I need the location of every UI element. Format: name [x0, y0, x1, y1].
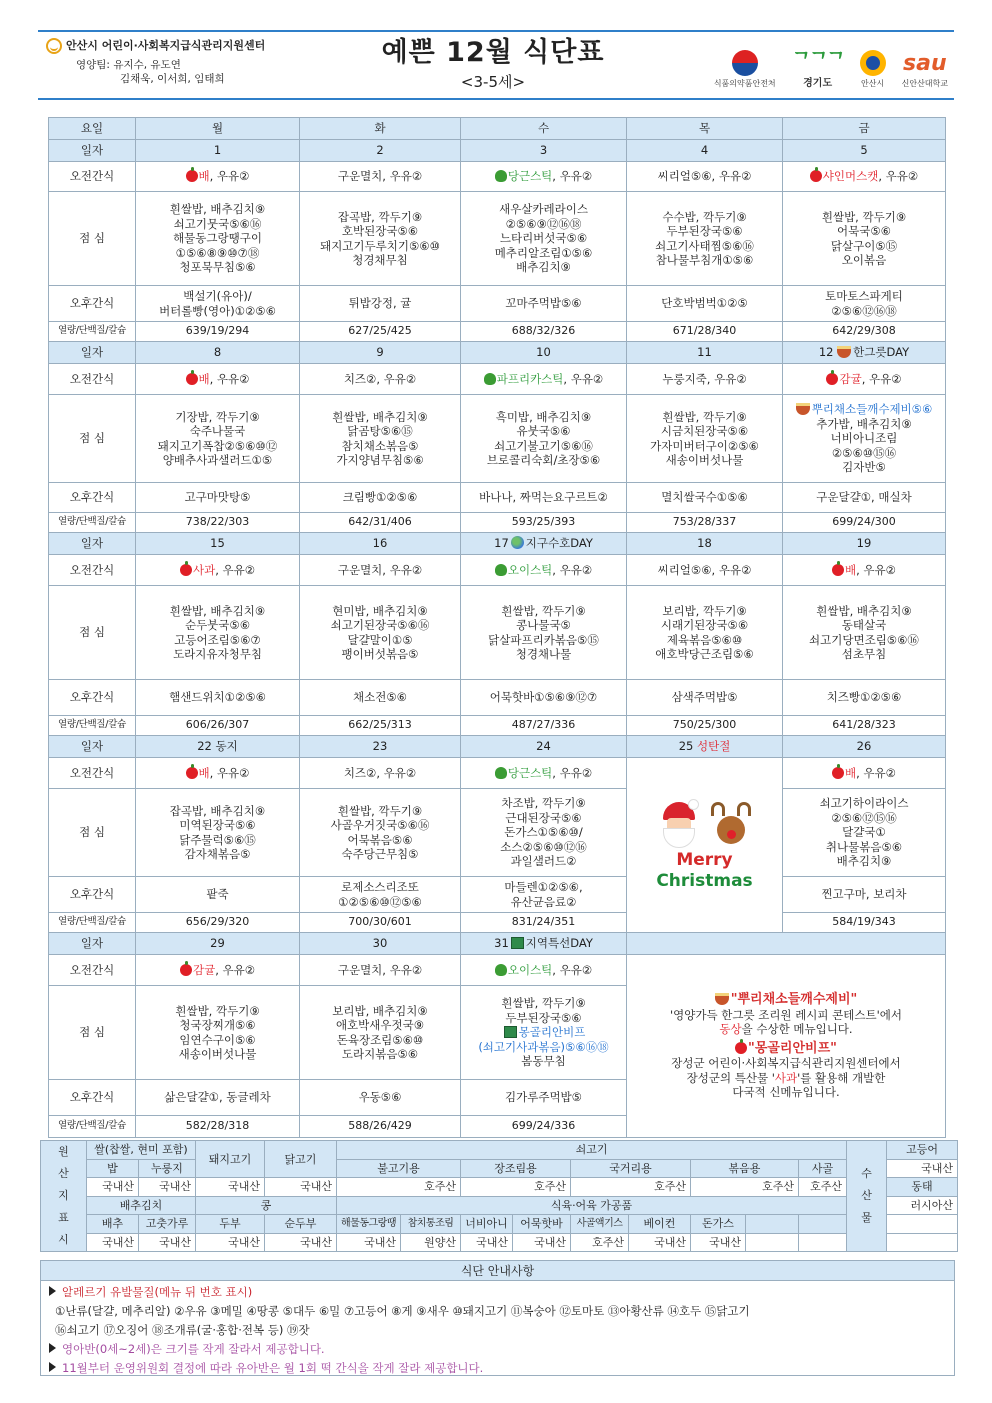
bowl-icon — [715, 993, 729, 1005]
pm-snack-cell: 어묵핫바①⑤⑥⑨⑫⑦ — [461, 680, 627, 716]
page-subtitle: <3-5세> — [460, 73, 526, 91]
am-snack-highlight: 당근스틱 — [507, 169, 553, 184]
pm-snack-cell: 백설기(유아)/ 버터롤빵(영아)①②⑤⑥ — [136, 286, 300, 322]
date-cell: 9 — [300, 342, 461, 364]
am-snack-cell: 오이스틱, 우유② — [461, 555, 627, 586]
energy-cell: 642/29/308 — [783, 322, 946, 342]
broccoli-icon — [484, 373, 496, 385]
arrow-icon — [49, 1362, 56, 1372]
energy-cell: 584/19/343 — [783, 913, 946, 933]
pm-snack-cell: 토마토스파게티 ②⑤⑥⑫⑯⑱ — [783, 286, 946, 322]
lunch-cell: 보리밥, 깍두기⑨ 시래기된장국⑤⑥ 제육볶음⑤⑥⑩ 애호박당근조림⑤⑥ — [627, 586, 783, 680]
date-cell: 5 — [783, 140, 946, 162]
apple-icon — [180, 564, 192, 576]
am-snack-row-week-5: 오전간식 감귤, 우유② 구운멸치, 우유② 오이스틱, 우유② "뿌리채소들깨수제비" '영양가득 한그릇 조리원 레시피 콘테스트'에서 동상을 수상한 메뉴입니다. "몽골리안비프" 장성군 어린이·사회복지급식관리지원센터에서 장성군의 특산물 '사과'를 활용해 개발한 다국적 신메뉴입니다. — [49, 955, 946, 986]
pm-snack-cell: 꼬마주먹밥⑤⑥ — [461, 286, 627, 322]
menu-notice: "뿌리채소들깨수제비" '영양가득 한그릇 조리원 레시피 콘테스트'에서 동상을 수상한 메뉴입니다. "몽골리안비프" 장성군 어린이·사회복지급식관리지원센터에서 장성군의 특산물 '사과'를 활용해 개발한 다국적 신메뉴입니다. — [627, 955, 946, 1138]
staff-list: 영양팀: 유지수, 유도연 김채욱, 이서희, 임태희 — [76, 59, 225, 85]
date-cell: 16 — [300, 533, 461, 555]
lunch-cell: 기장밥, 깍두기⑨ 숙주나물국 돼지고기폭찹②⑤⑥⑩⑫ 양배추사과샐러드①⑤ — [136, 395, 300, 483]
pm-snack-cell: 햄샌드위치①②⑤⑥ — [136, 680, 300, 716]
header-left — [46, 38, 326, 86]
date-cell: 12 한그릇DAY — [783, 342, 946, 364]
date-cell: 3 — [461, 140, 627, 162]
date-cell: 11 — [627, 342, 783, 364]
lunch-cell: 차조밥, 깍두기⑨ 근대된장국⑤⑥ 돈가스①⑤⑥⑩/ 소스②⑤⑥⑩⑫⑯ 과일샐러드② — [461, 789, 627, 877]
energy-cell: 641/28/323 — [783, 716, 946, 736]
earth-icon — [511, 536, 524, 549]
am-snack-cell: 오이스틱, 우유② — [461, 955, 627, 986]
lunch-cell: 현미밥, 배추김치⑨ 쇠고기된장국⑤⑥⑯ 달걀말이①⑤ 팽이버섯볶음⑤ — [300, 586, 461, 680]
org-name: 안산시 어린이·사회복지급식관리지원센터 — [46, 38, 326, 54]
apple-icon — [832, 767, 844, 779]
lunch-cell: 흰쌀밥, 깍두기⑨ 청국장찌개⑤⑥ 임연수구이⑤⑥ 새송이버섯나물 — [136, 986, 300, 1080]
arrow-icon — [49, 1343, 56, 1353]
guide-allergy-title: 알레르기 유발물질(메뉴 뒤 번호 표시) — [41, 1283, 954, 1302]
am-snack-cell: 배, 우유② — [136, 364, 300, 395]
day-mon: 월 — [136, 118, 300, 140]
am-snack-cell: 사과, 우유② — [136, 555, 300, 586]
energy-cell: 593/25/393 — [461, 513, 627, 533]
pm-snack-cell: 마들렌①②⑤⑥, 유산균음료② — [461, 877, 627, 913]
date-cell: 10 — [461, 342, 627, 364]
pm-snack-cell: 단호박범벅①②⑤ — [627, 286, 783, 322]
lunch-cell: 흰쌀밥, 배추김치⑨ 순두붓국⑤⑥ 고등어조림⑤⑥⑦ 도라지유자청무침 — [136, 586, 300, 680]
reindeer-icon — [709, 802, 753, 850]
pm-snack-row-week-2: 오후간식 고구마맛탕⑤ 크림빵①②⑤⑥ 바나나, 짜먹는요구르트② 멸치쌀국수①⑤⑥ 구운달걀①, 매실차 — [49, 483, 946, 513]
merry-christmas-text: Merry Christmas — [656, 850, 753, 891]
date-cell: 22 동지 — [136, 736, 300, 758]
am-snack-highlight: 배 — [198, 169, 210, 184]
lunch-cell: 새우살카레라이스 ②⑤⑥⑨⑫⑯⑱ 느타리버섯국⑤⑥ 메추리알조림①⑤⑥ 배추김치⑨ — [461, 192, 627, 286]
am-snack-cell: 씨리얼⑤⑥, 우유② — [627, 162, 783, 192]
date-cell: 17 지구수호DAY — [461, 533, 627, 555]
lunch-cell: 흰쌀밥, 배추김치⑨ 쇠고기뭇국⑤⑥⑯ 해물동그랑땡구이 ①⑤⑥⑧⑨⑩⑦⑱ 청포묵무침⑤⑥ — [136, 192, 300, 286]
apple-icon — [810, 170, 822, 182]
apple-icon — [735, 1042, 747, 1054]
am-snack-cell: 배, 우유② — [136, 758, 300, 789]
lunch-cell: 잡곡밥, 깍두기⑨ 호박된장국⑤⑥ 돼지고기두루치기⑤⑥⑩ 청경채무침 — [300, 192, 461, 286]
broccoli-icon — [495, 964, 507, 976]
local-specialty-icon — [504, 1026, 517, 1038]
date-row-week-1: 일자 1 2 3 4 5 — [49, 140, 946, 162]
energy-cell: 642/31/406 — [300, 513, 461, 533]
date-cell: 31 지역특선DAY — [461, 933, 627, 955]
lunch-row-week-3: 점 심 흰쌀밥, 배추김치⑨ 순두붓국⑤⑥ 고등어조림⑤⑥⑦ 도라지유자청무침 현미밥, 배추김치⑨ 쇠고기된장국⑤⑥⑯ 달걀말이①⑤ 팽이버섯볶음⑤ 흰쌀밥, 깍두기⑨ 콩나물국⑤ 닭살파프리카볶음⑤⑮ 청경채나물 보리밥, 깍두기⑨ 시래기된장국⑤⑥ 제육볶음⑤⑥⑩ 애호박당근조림⑤⑥ 흰쌀밥, 배추김치⑨ 동태살국 쇠고기당면조림⑤⑥⑯ 섬초무침 — [49, 586, 946, 680]
broccoli-icon — [495, 564, 507, 576]
date-row-week-5: 일자 29 30 31 지역특선DAY — [49, 933, 946, 955]
am-snack-cell: 배, 우유② — [783, 555, 946, 586]
date-row-week-2: 일자 8 9 10 11 12 한그릇DAY — [49, 342, 946, 364]
ansan-emblem-icon — [860, 50, 886, 76]
lunch-cell: 흰쌀밥, 깍두기⑨ 사골우거짓국⑤⑥⑯ 어묵볶음⑤⑥ 숙주당근무침⑤ — [300, 789, 461, 877]
bowl-icon — [837, 346, 851, 358]
day-wed: 수 — [461, 118, 627, 140]
am-snack-highlight: 배 — [198, 765, 210, 780]
am-snack-cell: 당근스틱, 우유② — [461, 162, 627, 192]
title-block — [338, 34, 648, 92]
bowl-icon — [796, 403, 810, 415]
am-snack-row-week-2: 오전간식 배, 우유② 치즈②, 우유② 파프리카스틱, 우유② 누룽지죽, 우유② 감귤, 우유② — [49, 364, 946, 395]
date-cell: 23 — [300, 736, 461, 758]
day-fri: 금 — [783, 118, 946, 140]
lunch-cell: 뿌리채소들깨수제비⑤⑥ 추가밥, 배추김치⑨ 너비아니조림 ②⑤⑥⑩⑮⑯ 김자반⑤ — [783, 395, 946, 483]
pm-snack-cell: 바나나, 짜먹는요구르트② — [461, 483, 627, 513]
energy-row-week-3: 열량/단백질/칼슘 606/26/307 662/25/313 487/27/336 750/25/300 641/28/323 — [49, 716, 946, 736]
am-snack-cell: 감귤, 우유② — [783, 364, 946, 395]
am-snack-highlight: 감귤 — [839, 371, 862, 386]
energy-cell: 656/29/320 — [136, 913, 300, 933]
pm-snack-cell: 고구마맛탕⑤ — [136, 483, 300, 513]
energy-cell: 588/26/429 — [300, 1116, 461, 1138]
energy-row-week-1: 열량/단백질/칼슘 639/19/294 627/25/425 688/32/326 671/28/340 642/29/308 — [49, 322, 946, 342]
partner-logos — [714, 44, 948, 89]
lunch-cell: 흰쌀밥, 배추김치⑨ 동태살국 쇠고기당면조림⑤⑥⑯ 섬초무침 — [783, 586, 946, 680]
seafood-label: 수산물 — [847, 1141, 887, 1252]
am-snack-highlight: 당근스틱 — [507, 765, 553, 780]
am-snack-cell: 누룽지죽, 우유② — [627, 364, 783, 395]
origin-side-label: 원산지표시 — [41, 1141, 87, 1252]
am-snack-highlight: 감귤 — [192, 962, 216, 977]
date-cell: 15 — [136, 533, 300, 555]
energy-cell: 671/28/340 — [627, 322, 783, 342]
apple-icon — [186, 170, 198, 182]
am-snack-cell: 배, 우유② — [136, 162, 300, 192]
pm-snack-row-week-5: 오후간식 삶은달걀①, 동글레차 우동⑤⑥ 김가루주먹밥⑤ — [49, 1080, 946, 1116]
lunch-cell: 흰쌀밥, 깍두기⑨ 어묵국⑤⑥ 닭살구이⑤⑮ 오이볶음 — [783, 192, 946, 286]
pm-snack-row-week-1: 오후간식 백설기(유아)/ 버터롤빵(영아)①②⑤⑥ 튀밥강정, 귤 꼬마주먹밥⑤⑥ 단호박범벅①②⑤ 토마토스파게티 ②⑤⑥⑫⑯⑱ — [49, 286, 946, 322]
lunch-cell: 잡곡밥, 배추김치⑨ 미역된장국⑤⑥ 닭주물럭⑤⑥⑮ 감자채볶음⑤ — [136, 789, 300, 877]
pm-snack-row-week-4: 오후간식 팥죽 로제소스리조또 ①②⑤⑥⑩⑫⑤⑥ 마들렌①②⑤⑥, 유산균음료② 찐고구마, 보리차 — [49, 877, 946, 913]
santa-icon — [657, 802, 701, 850]
date-cell: 4 — [627, 140, 783, 162]
date-cell: 30 — [300, 933, 461, 955]
am-snack-cell: 배, 우유② — [783, 758, 946, 789]
guide-ricecake-note: 11월부터 운영위원회 결정에 따라 유아반은 월 1회 떡 간식을 작게 잘라 제공합니다. — [41, 1359, 954, 1378]
am-snack-cell: 샤인머스캣, 우유② — [783, 162, 946, 192]
pm-snack-cell: 채소전⑤⑥ — [300, 680, 461, 716]
meal-guide — [40, 1260, 955, 1376]
page-title: 예쁜 12월 식단표 — [381, 37, 605, 68]
am-snack-highlight: 배 — [198, 371, 210, 386]
apple-icon — [186, 373, 198, 385]
energy-cell: 662/25/313 — [300, 716, 461, 736]
pm-snack-cell: 찐고구마, 보리차 — [783, 877, 946, 913]
guide-allergy-list-1: ①난류(달걀, 메추리알) ②우유 ③메밀 ④땅콩 ⑤대두 ⑥밀 ⑦고등어 ⑧게 ⑨새우 ⑩돼지고기 ⑪복숭아 ⑫토마토 ⑬아황산류 ⑭호두 ⑮닭고기 — [55, 1304, 750, 1318]
lunch-row-week-2: 점 심 기장밥, 깍두기⑨ 숙주나물국 돼지고기폭찹②⑤⑥⑩⑫ 양배추사과샐러드①⑤ 흰쌀밥, 배추김치⑨ 닭곰탕⑤⑥⑮ 참치채소볶음⑤ 가지양념무침⑤⑥ 흑미밥, 배추김치⑨ 유붓국⑤⑥ 쇠고기불고기⑤⑥⑯ 브로콜리숙회/초장⑤⑥ 흰쌀밥, 깍두기⑨ 시금치된장국⑤⑥ 가자미버터구이②⑤⑥ 새송이버섯나물 뿌리채소들깨수제비⑤⑥ 추가밥, 배추김치⑨ 너비아니조림 ②⑤⑥⑩⑮⑯ 김자반⑤ — [49, 395, 946, 483]
am-snack-highlight: 샤인머스캣 — [822, 169, 879, 184]
energy-cell: 699/24/300 — [783, 513, 946, 533]
energy-cell: 606/26/307 — [136, 716, 300, 736]
am-snack-highlight: 사과 — [192, 562, 216, 577]
energy-cell: 831/24/351 — [461, 913, 627, 933]
am-snack-cell: 당근스틱, 우유② — [461, 758, 627, 789]
pm-snack-cell: 로제소스리조또 ①②⑤⑥⑩⑫⑤⑥ — [300, 877, 461, 913]
lunch-cell: 수수밥, 깍두기⑨ 두부된장국⑤⑥ 쇠고기사태찜⑤⑥⑯ 참나물부침개①⑤⑥ — [627, 192, 783, 286]
am-snack-cell: 씨리얼⑤⑥, 우유② — [627, 555, 783, 586]
date-cell: 19 — [783, 533, 946, 555]
pm-snack-cell: 구운달걀①, 매실차 — [783, 483, 946, 513]
energy-cell: 627/25/425 — [300, 322, 461, 342]
date-row-week-4: 일자 22 동지 23 24 25 성탄절 26 — [49, 736, 946, 758]
energy-cell: 753/28/337 — [627, 513, 783, 533]
energy-row-week-5: 열량/단백질/칼슘 582/28/318 588/26/429 699/24/336 — [49, 1116, 946, 1138]
broccoli-icon — [495, 767, 507, 779]
am-snack-row-week-4: 오전간식 배, 우유② 치즈②, 우유② 당근스틱, 우유② Merry Christmas 배, 우유② — [49, 758, 946, 789]
apple-icon — [826, 373, 838, 385]
local-specialty-icon — [511, 937, 524, 949]
am-snack-highlight: 파프리카스틱 — [496, 371, 564, 386]
energy-cell: 688/32/326 — [461, 322, 627, 342]
energy-cell: 738/22/303 — [136, 513, 300, 533]
lunch-cell: 흰쌀밥, 깍두기⑨ 시금치된장국⑤⑥ 가자미버터구이②⑤⑥ 새송이버섯나물 — [627, 395, 783, 483]
am-snack-highlight: 오이스틱 — [507, 562, 553, 577]
pm-snack-row-week-3: 오후간식 햄샌드위치①②⑤⑥ 채소전⑤⑥ 어묵핫바①⑤⑥⑨⑫⑦ 삼색주먹밥⑤ 치즈빵①②⑤⑥ — [49, 680, 946, 716]
am-snack-row-week-3: 오전간식 사과, 우유② 구운멸치, 우유② 오이스틱, 우유② 씨리얼⑤⑥, 우유② 배, 우유② — [49, 555, 946, 586]
lunch-cell: 흑미밥, 배추김치⑨ 유붓국⑤⑥ 쇠고기불고기⑤⑥⑯ 브로콜리숙회/초장⑤⑥ — [461, 395, 627, 483]
apple-icon — [186, 767, 198, 779]
guide-infant-note: 영아반(0세~2세)은 크기를 작게 잘라서 제공합니다. — [41, 1340, 954, 1359]
date-row-week-3: 일자 15 16 17 지구수호DAY 18 19 — [49, 533, 946, 555]
date-cell: 26 — [783, 736, 946, 758]
christmas-cell — [627, 758, 783, 933]
pm-snack-cell: 우동⑤⑥ — [300, 1080, 461, 1116]
gyeonggi-logo: ᄀᄀᄀ 경기도 — [791, 48, 844, 89]
menu-table — [48, 117, 946, 1138]
energy-cell: 582/28/318 — [136, 1116, 300, 1138]
broccoli-icon — [495, 170, 507, 182]
date-cell: 29 — [136, 933, 300, 955]
lunch-row-week-5: 점 심 흰쌀밥, 깍두기⑨ 청국장찌개⑤⑥ 임연수구이⑤⑥ 새송이버섯나물 보리밥, 배추김치⑨ 애호박새우젓국⑨ 돈육장조림⑤⑥⑩ 도라지볶음⑤⑥ 흰쌀밥, 깍두기⑨ 두부된장국⑤⑥ 몽골리안비프 (쇠고기사과볶음)⑤⑥⑯⑱ 봄동무침 — [49, 986, 946, 1080]
pm-snack-cell: 삶은달걀①, 동글레차 — [136, 1080, 300, 1116]
guide-allergy-list-2: ⑯쇠고기 ⑰오징어 ⑱조개류(굴·홍합·전복 등) ⑲잣 — [55, 1323, 310, 1337]
am-snack-cell: 구운멸치, 우유② — [300, 555, 461, 586]
apple-icon — [832, 564, 844, 576]
energy-cell: 700/30/601 — [300, 913, 461, 933]
energy-cell: 699/24/336 — [461, 1116, 627, 1138]
day-tue: 화 — [300, 118, 461, 140]
lunch-cell: 보리밥, 배추김치⑨ 애호박새우젓국⑨ 돈육장조림⑤⑥⑩ 도라지볶음⑤⑥ — [300, 986, 461, 1080]
am-snack-cell: 파프리카스틱, 우유② — [461, 364, 627, 395]
energy-cell: 750/25/300 — [627, 716, 783, 736]
pm-snack-cell: 김가루주먹밥⑤ — [461, 1080, 627, 1116]
lunch-row-week-1: 점 심 흰쌀밥, 배추김치⑨ 쇠고기뭇국⑤⑥⑯ 해물동그랑땡구이 ①⑤⑥⑧⑨⑩⑦⑱ 청포묵무침⑤⑥ 잡곡밥, 깍두기⑨ 호박된장국⑤⑥ 돼지고기두루치기⑤⑥⑩ 청경채무침 새우살카레라이스 ②⑤⑥⑨⑫⑯⑱ 느타리버섯국⑤⑥ 메추리알조림①⑤⑥ 배추김치⑨ 수수밥, 깍두기⑨ 두부된장국⑤⑥ 쇠고기사태찜⑤⑥⑯ 참나물부침개①⑤⑥ 흰쌀밥, 깍두기⑨ 어묵국⑤⑥ 닭살구이⑤⑮ 오이볶음 — [49, 192, 946, 286]
energy-row-week-4: 열량/단백질/칼슘 656/29/320 700/30/601 831/24/351 584/19/343 — [49, 913, 946, 933]
mfds-logo: 식품의약품안전처 — [714, 48, 776, 89]
page-header — [38, 30, 954, 100]
pm-snack-cell: 멸치쌀국수①⑤⑥ — [627, 483, 783, 513]
date-cell: 25 성탄절 — [627, 736, 783, 758]
pm-snack-cell: 삼색주먹밥⑤ — [627, 680, 783, 716]
taeguk-icon — [732, 50, 758, 76]
sau-logo: sau 신안산대학교 — [901, 50, 948, 88]
pm-snack-cell: 치즈빵①②⑤⑥ — [783, 680, 946, 716]
am-snack-highlight: 오이스틱 — [507, 962, 553, 977]
date-cell: 2 — [300, 140, 461, 162]
date-cell: 18 — [627, 533, 783, 555]
arrow-icon — [49, 1286, 56, 1296]
guide-title: 식단 안내사항 — [41, 1261, 954, 1281]
pm-snack-cell: 팥죽 — [136, 877, 300, 913]
lunch-cell: 쇠고기하이라이스 ②⑤⑥⑫⑮⑯ 달걀국① 취나물볶음⑤⑥ 배추김치⑨ — [783, 789, 946, 877]
day-thu: 목 — [627, 118, 783, 140]
smile-logo-icon — [46, 38, 62, 54]
am-snack-cell: 구운멸치, 우유② — [300, 955, 461, 986]
lunch-cell: 흰쌀밥, 깍두기⑨ 콩나물국⑤ 닭살파프리카볶음⑤⑮ 청경채나물 — [461, 586, 627, 680]
apple-icon — [180, 964, 192, 976]
lunch-row-week-4: 점 심 잡곡밥, 배추김치⑨ 미역된장국⑤⑥ 닭주물럭⑤⑥⑮ 감자채볶음⑤ 흰쌀밥, 깍두기⑨ 사골우거짓국⑤⑥⑯ 어묵볶음⑤⑥ 숙주당근무침⑤ 차조밥, 깍두기⑨ 근대된장국⑤⑥ 돈가스①⑤⑥⑩/ 소스②⑤⑥⑩⑫⑯ 과일샐러드② 쇠고기하이라이스 ②⑤⑥⑫⑮⑯ 달걀국① 취나물볶음⑤⑥ 배추김치⑨ — [49, 789, 946, 877]
energy-cell: 639/19/294 — [136, 322, 300, 342]
date-cell: 24 — [461, 736, 627, 758]
am-snack-cell: 구운멸치, 우유② — [300, 162, 461, 192]
am-snack-cell: 감귤, 우유② — [136, 955, 300, 986]
energy-cell: 487/27/336 — [461, 716, 627, 736]
am-snack-cell: 치즈②, 우유② — [300, 758, 461, 789]
energy-row-week-2: 열량/단백질/칼슘 738/22/303 642/31/406 593/25/393 753/28/337 699/24/300 — [49, 513, 946, 533]
origin-table: 원산지표시 쌀(찹쌀, 현미 포함) 돼지고기 닭고기 쇠고기 수산물 고등어 밥 누룽지 불고기용 장조림용 국거리용 볶음용 사골 국내산 국내산 국내산 국내산 국내산 호주산 호주산 호주산 호주산 호주산 동태 배추김치 콩 식육·어육 가공품 러시아산 배추 고춧가루 두부 순두부 해물동그랑땡 참치통조림 너비아니 어묵핫바 사골액기스 베이컨 돈가스 국내산 국내산 국내산 국내산 국내산 원양산 국내산 국내산 호주산 국내산 국내산 — [40, 1140, 958, 1252]
lunch-cell: 흰쌀밥, 배추김치⑨ 닭곰탕⑤⑥⑮ 참치채소볶음⑤ 가지양념무침⑤⑥ — [300, 395, 461, 483]
lunch-cell: 흰쌀밥, 깍두기⑨ 두부된장국⑤⑥ 몽골리안비프 (쇠고기사과볶음)⑤⑥⑯⑱ 봄동무침 — [461, 986, 627, 1080]
pm-snack-cell: 튀밥강정, 귤 — [300, 286, 461, 322]
am-snack-row-week-1: 오전간식 배, 우유② 구운멸치, 우유② 당근스틱, 우유② 씨리얼⑤⑥, 우유② 샤인머스캣, 우유② — [49, 162, 946, 192]
weekday-header-row: 요일 월 화 수 목 금 — [49, 118, 946, 140]
am-snack-highlight: 배 — [845, 562, 857, 577]
am-snack-cell: 치즈②, 우유② — [300, 364, 461, 395]
date-cell: 1 — [136, 140, 300, 162]
am-snack-highlight: 배 — [845, 765, 857, 780]
pm-snack-cell: 크림빵①②⑤⑥ — [300, 483, 461, 513]
ansan-logo: 안산시 — [860, 48, 886, 89]
date-cell: 8 — [136, 342, 300, 364]
